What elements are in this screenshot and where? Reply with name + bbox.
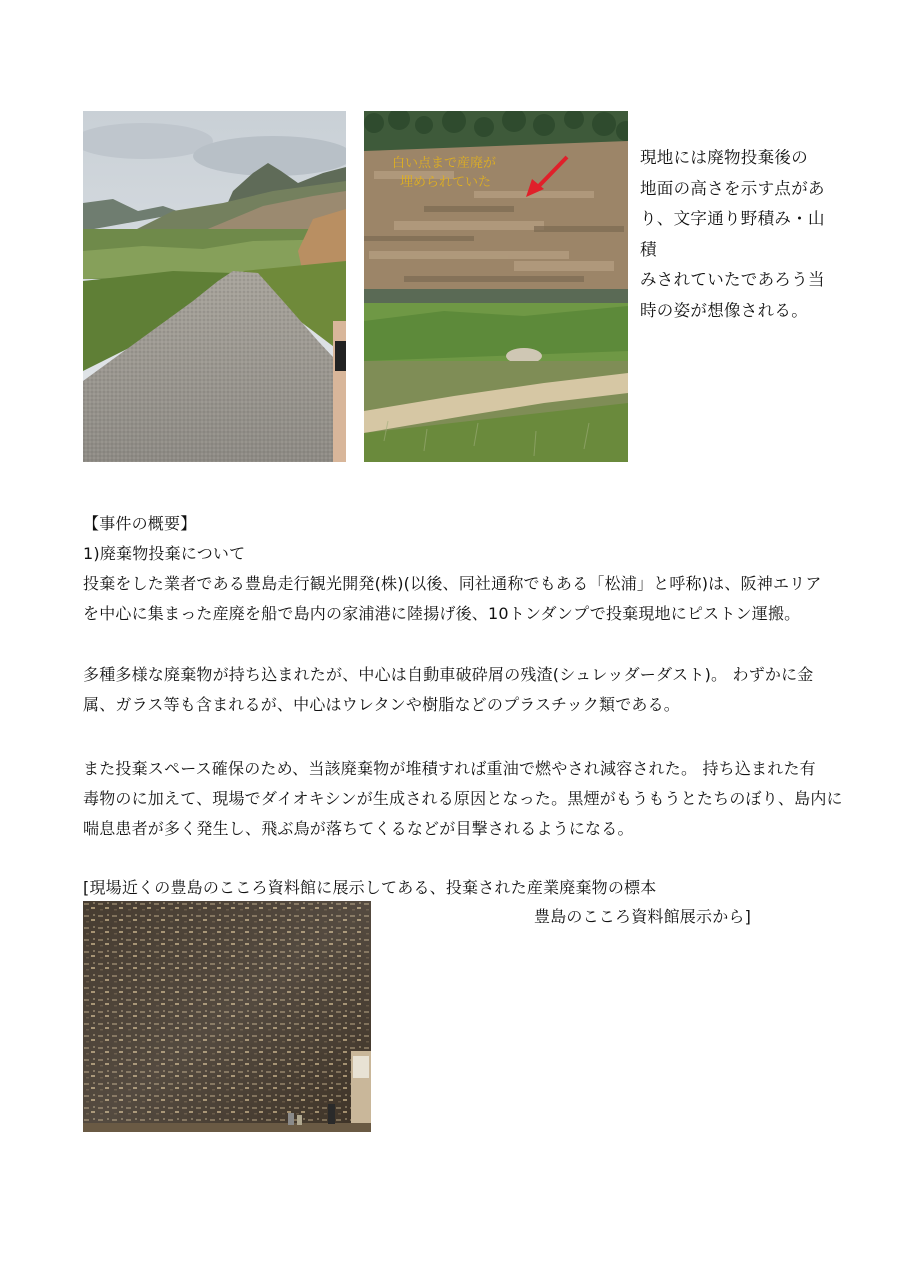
paragraph-line: 属、ガラス等も含まれるが、中心はウレタンや樹脂などのプラスチック類である。 (83, 695, 681, 714)
paragraph-2 (83, 660, 843, 720)
exhibit-caption-line1: [現場近くの豊島のこころ資料館に展示してある、投棄された産業廃棄物の標本 (83, 878, 657, 897)
hillside-photo (364, 111, 628, 462)
side-caption (640, 143, 840, 326)
exhibit-caption-line2: 豊島のこころ資料館展示から] (534, 907, 752, 926)
side-caption-line: みされていたであろう当 (640, 270, 825, 289)
side-caption-line: り、文字通り野積み・山積 (640, 209, 825, 259)
paragraph-line: 喘息患者が多く発生し、飛ぶ鳥が落ちてくるなどが目撃されるようになる。 (83, 819, 634, 838)
paragraph-1 (83, 569, 843, 629)
side-caption-line: 時の姿が想像される。 (640, 300, 808, 320)
paragraph-line: また投棄スペース確保のため、当該廃棄物が堆積すれば重油で燃やされ減容された。 持ち込まれた有 (83, 759, 816, 778)
paragraph-line: 多種多様な廃棄物が持ち込まれたが、中心は自動車破砕屑の残渣(シュレッダーダスト)。 わずかに金 (83, 665, 814, 684)
section-heading: 【事件の概要】 (83, 514, 197, 533)
side-caption-line: 地面の高さを示す点があ (640, 178, 825, 198)
section-subheading: 1)廃棄物投棄について (83, 544, 246, 563)
paragraph-line: 毒物のに加えて、現場でダイオキシンが生成される原因となった。黒煙がもうもうとたちのぼり、島内に (83, 789, 843, 808)
paragraph-line: を中心に集まった産廃を船で島内の家浦港に陸揚げ後、10トンダンプで投棄現地にピストン運搬。 (83, 604, 801, 623)
exhibit-photo (83, 901, 371, 1132)
side-caption-line: 現地には廃物投棄後の (640, 148, 808, 167)
paragraph-line: 投棄をした業者である豊島走行観光開発(株)(以後、同社通称でもある「松浦」と呼称)は、阪神エリア (83, 574, 822, 593)
overlay-label-line1: 白い点まで産廃が (392, 156, 497, 171)
overlay-label-line2: 埋められていた (400, 175, 492, 190)
paragraph-3 (83, 754, 843, 844)
road-photo (83, 111, 346, 462)
